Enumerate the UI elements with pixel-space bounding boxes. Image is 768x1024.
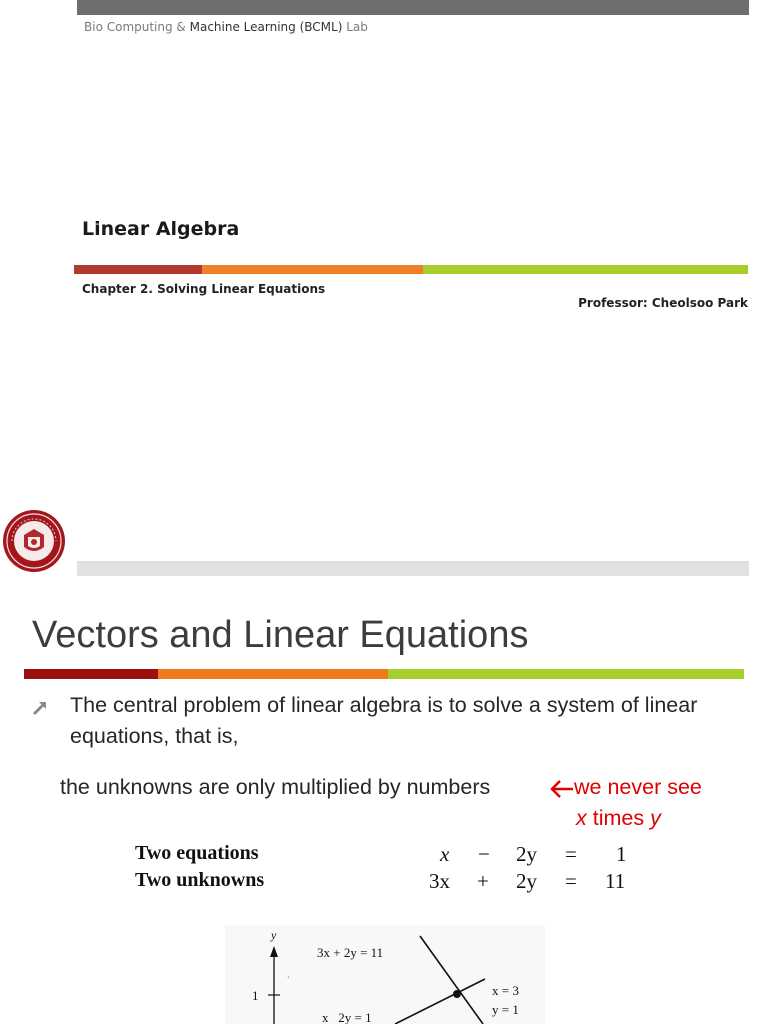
unknowns-note: the unknowns are only multiplied by numbers [60, 775, 491, 799]
eq1-rhs: 1 [616, 842, 627, 866]
eq1-term-a: x [440, 842, 450, 866]
solution-x-label: x = 3 [492, 983, 519, 998]
solution-y-label: y = 1 [492, 1002, 519, 1017]
stray-mark: ` [287, 975, 290, 985]
top-gray-bar [77, 0, 749, 15]
lab-name: Bio Computing & Machine Learning (BCML) Lab [84, 20, 368, 34]
left-arrow-icon [549, 778, 575, 800]
red-note-line2: x times y [576, 806, 661, 830]
bottom-gray-bar [77, 561, 749, 576]
eq1-term-b: 2y [516, 842, 537, 866]
line1-label: 3x + 2y = 11 [317, 945, 384, 960]
y-tick-label: 1 [252, 988, 259, 1003]
professor-name: Professor: Cheolsoo Park [578, 296, 748, 310]
eq1-operator: − [478, 842, 490, 866]
stripe-segment-orange [158, 669, 388, 679]
equations-label: Two equations [135, 842, 259, 864]
intersection-point [453, 990, 461, 998]
red-note-line1: we never see [574, 775, 702, 799]
bullet-arrow-icon [31, 697, 51, 717]
eq2-term-a: 3x [429, 869, 450, 893]
eq2-term-b: 2y [516, 869, 537, 893]
stripe-segment-red [74, 265, 202, 274]
university-seal-icon [2, 509, 66, 573]
stripe-segment-green [423, 265, 748, 274]
stripe-segment-red [24, 669, 158, 679]
line2-label: x 2y = 1 [322, 1010, 372, 1024]
line-intersection-graph [225, 925, 545, 1024]
course-title: Linear Algebra [82, 218, 240, 240]
slide-title: Vectors and Linear Equations [32, 614, 529, 656]
y-axis-label: y [271, 928, 277, 942]
eq2-rhs: 11 [605, 869, 626, 893]
eq2-operator: + [477, 869, 489, 893]
eq2-equals: = [565, 869, 577, 893]
unknowns-label: Two unknowns [135, 869, 265, 891]
stripe-segment-orange [202, 265, 423, 274]
eq1-equals: = [565, 842, 577, 866]
stripe-segment-green [388, 669, 744, 679]
bullet-text: The central problem of linear algebra is to solve a system of linear equations, that is, [70, 693, 698, 748]
chapter-subtitle: Chapter 2. Solving Linear Equations [82, 282, 326, 296]
